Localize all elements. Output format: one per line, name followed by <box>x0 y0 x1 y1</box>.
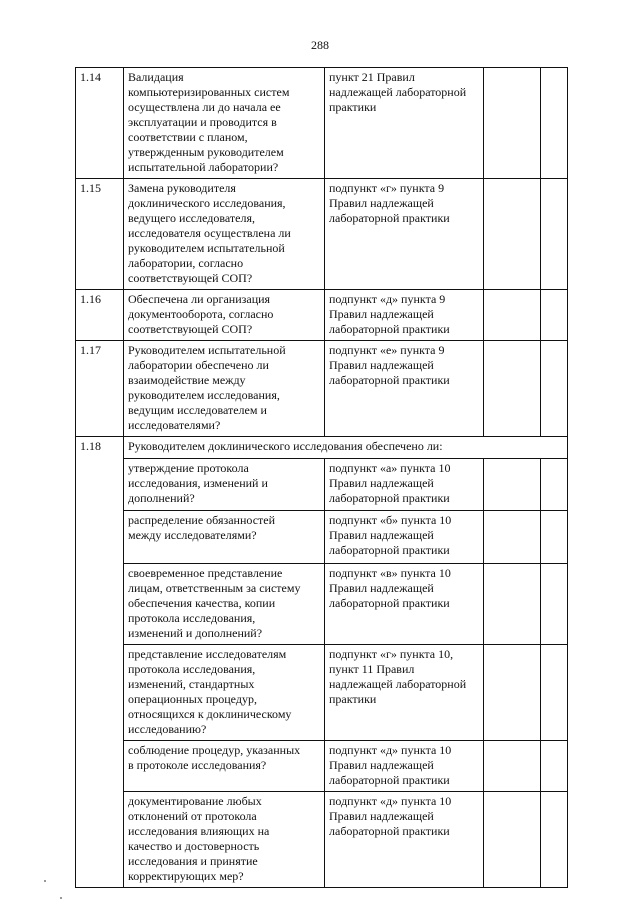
reference-cell: пункт 21 Правил надлежащей лабораторной практики <box>325 68 484 179</box>
question-cell: представление исследователям протокола исследования, изменений, стандартных операционных процедур, относящихся к доклиническому исследованию? <box>124 645 325 741</box>
note-cell <box>541 741 568 792</box>
table-row <box>76 645 568 741</box>
item-number: 1.18 <box>76 437 124 888</box>
question-cell: Руководителем испытательной лаборатории обеспечено ли взаимодействие между руководителем исследования, ведущим исследователем и исследователями? <box>124 341 325 437</box>
table-row <box>76 68 568 179</box>
reference-cell: подпункт «а» пункта 10 Правил надлежащей лабораторной практики <box>325 459 484 511</box>
question-cell: документирование любых отклонений от протокола исследования влияющих на качество и достоверность исследования и принятие корректирующих мер? <box>124 792 325 888</box>
reference-cell: подпункт «д» пункта 10 Правил надлежащей лабораторной практики <box>325 741 484 792</box>
reference-cell: подпункт «е» пункта 9 Правил надлежащей лабораторной практики <box>325 341 484 437</box>
answer-cell <box>484 645 541 741</box>
question-cell: Обеспечена ли организация документооборота, согласно соответствующей СОП? <box>124 290 325 341</box>
table-row <box>76 564 568 645</box>
scan-speck <box>60 897 62 899</box>
table-row <box>76 459 568 511</box>
question-cell: Замена руководителя доклинического исследования, ведущего исследователя, исследователя осуществлена ли руководителем испытательной лаборатории, согласно соответствующей СОП? <box>124 179 325 290</box>
answer-cell <box>484 341 541 437</box>
checklist-table <box>75 67 568 888</box>
table-row <box>76 511 568 564</box>
question-cell: соблюдение процедур, указанных в протоколе исследования? <box>124 741 325 792</box>
reference-cell: подпункт «б» пункта 10 Правил надлежащей лабораторной практики <box>325 511 484 564</box>
item-number: 1.14 <box>76 68 124 179</box>
reference-cell: подпункт «в» пункта 10 Правил надлежащей лабораторной практики <box>325 564 484 645</box>
answer-cell <box>484 68 541 179</box>
reference-cell: подпункт «г» пункта 10, пункт 11 Правил надлежащей лабораторной практики <box>325 645 484 741</box>
reference-cell: подпункт «г» пункта 9 Правил надлежащей лабораторной практики <box>325 179 484 290</box>
reference-cell: подпункт «д» пункта 10 Правил надлежащей лабораторной практики <box>325 792 484 888</box>
table-row <box>76 792 568 888</box>
item-number: 1.15 <box>76 179 124 290</box>
answer-cell <box>484 564 541 645</box>
answer-cell <box>484 179 541 290</box>
note-cell <box>541 511 568 564</box>
note-cell <box>541 792 568 888</box>
question-cell: своевременное представление лицам, ответственным за систему обеспечения качества, копии протокола исследования, изменений и дополнений? <box>124 564 325 645</box>
note-cell <box>541 341 568 437</box>
answer-cell <box>484 741 541 792</box>
note-cell <box>541 179 568 290</box>
note-cell <box>541 645 568 741</box>
answer-cell <box>484 792 541 888</box>
question-cell: Валидация компьютеризированных систем осуществлена ли до начала ее эксплуатации и проводится в соответствии с планом, утвержденным руководителем испытательной лаборатории? <box>124 68 325 179</box>
note-cell <box>541 564 568 645</box>
table-row <box>76 741 568 792</box>
item-number: 1.16 <box>76 290 124 341</box>
page-number: 288 <box>311 38 329 52</box>
reference-cell: подпункт «д» пункта 9 Правил надлежащей лабораторной практики <box>325 290 484 341</box>
question-cell: утверждение протокола исследования, изменений и дополнений? <box>124 459 325 511</box>
note-cell <box>541 459 568 511</box>
question-cell: распределение обязанностей между исследователями? <box>124 511 325 564</box>
table-row <box>76 341 568 437</box>
group-header: Руководителем доклинического исследования обеспечено ли: <box>124 437 568 459</box>
answer-cell <box>484 459 541 511</box>
answer-cell <box>484 511 541 564</box>
note-cell <box>541 68 568 179</box>
note-cell <box>541 290 568 341</box>
scan-speck <box>44 880 46 882</box>
item-number: 1.17 <box>76 341 124 437</box>
table-row <box>76 179 568 290</box>
answer-cell <box>484 290 541 341</box>
table-row <box>76 290 568 341</box>
group-header-row <box>76 437 568 459</box>
